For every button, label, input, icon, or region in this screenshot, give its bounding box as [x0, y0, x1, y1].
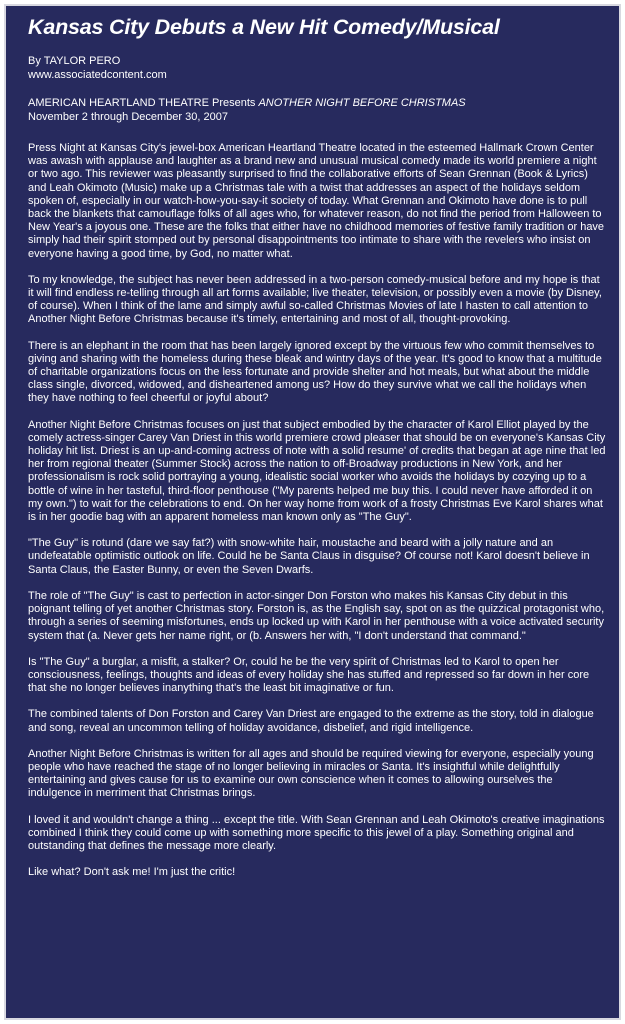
paragraph: To my knowledge, the subject has never been addressed in a two-person comedy-musical before and my hope is that it will find endless re-telling through all art forms available; live theater, television, or possibly even a movie (by Disney, of course). When I think of the lame and simply awful so-called Christmas Movies of late I hasten to call attention to Another Night Before Christmas because it's timely, entertaining and most of all, thought-provoking.: [28, 273, 602, 326]
presenter: AMERICAN HEARTLAND THEATRE Presents: [28, 97, 259, 109]
article-frame: [4, 4, 621, 1020]
paragraph: There is an elephant in the room that has been largely ignored except by the virtuous few who commit themselves to giving and sharing with the homeless during these bleak and wintry days of the year. It's good to know that a multitude of charitable organizations focus on the less fortunate and provide shelter and hot meals, but what about the middle class single, divorced, widowed, and disheartened among us? How do they survive what we call the holidays when they have nothing to feel cheerful or joyful about?: [28, 339, 602, 405]
show-title: ANOTHER NIGHT BEFORE CHRISTMAS: [258, 97, 466, 109]
byline: By TAYLOR PERO: [28, 55, 121, 67]
paragraph: Like what? Don't ask me! I'm just the critic!: [28, 866, 236, 879]
paragraph: Another Night Before Christmas is written for all ages and should be required viewing for everyone, especially young people who have reached the stage of no longer believing in miracles or Santa. It's insightful while delightfully entertaining and gives cause for us to examine our own conscience when it comes to allowing ourselves the indulgence in merriment that Christmas brings.: [28, 747, 594, 800]
show-dates: November 2 through December 30, 2007: [28, 111, 228, 123]
presenter-line: [28, 96, 606, 110]
paragraph: I loved it and wouldn't change a thing ... except the title. With Sean Grennan and Leah Okimoto's creative imaginations combined I think they could come up with something more specific to this jewel of a play. Something original and outstanding that defines the message more clearly.: [28, 813, 605, 852]
paragraph: "The Guy" is rotund (dare we say fat?) with snow-white hair, moustache and beard with a jolly nature and an undefeatable optimistic outlook on life. Could he be Santa Claus in disguise? Of course not! Karol doesn't believe in Santa Claus, the Easter Bunny, or even the Seven Dwarfs.: [28, 537, 590, 576]
paragraph: The combined talents of Don Forston and Carey Van Driest are engaged to the extreme as the story, told in dialogue and song, reveal an uncommon telling of holiday avoidance, disbelief, and rigid intelligence.: [28, 708, 594, 734]
paragraph: Another Night Before Christmas focuses on just that subject embodied by the character of Karol Elliot played by the comely actress-singer Carey Van Driest in this world premiere crowd pleaser that should be on everyone's Kansas City holiday hit list. Driest is an up-and-coming actress of note with a solid resume' of credits that began at age nine that led her from regional theater (Summer Stock) across the nation to off-Broadway productions in New York, and her professionalism is rock solid portraying a young, idealistic social worker who avoids the holidays by cozying up to a bottle of wine in her tasteful, third-floor penthouse ("My parents helped me buy this. I could never have afforded it on my own.") to wait for the celebrations to end. On her way home from work of a frosty Christmas Eve Karol shares what is in her goodie bag with an apparent homeless man known only as "The Guy".: [28, 418, 606, 524]
article-title: Kansas City Debuts a New Hit Comedy/Musical: [28, 15, 500, 39]
article-body: [28, 142, 606, 879]
paragraph: The role of "The Guy" is cast to perfection in actor-singer Don Forston who makes his Kansas City debut in this poignant telling of yet another Christmas story. Forston is, as the English say, spot on as the quizzical protagonist who, through a series of seeming misfortunes, ends up locked up with Karol in her penthouse with a voice activated security system that (a. Never gets her name right, or (b. Answers her with, "I don't understand that command.": [28, 589, 605, 642]
paragraph: Is "The Guy" a burglar, a misfit, a stalker? Or, could he be the very spirit of Christmas led to Karol to open her consciousness, feelings, thoughts and ideas of every holiday she has stuffed and repressed so far down in her core that she no longer believes inanything that's the least bit imaginative or fun.: [28, 655, 590, 695]
website-link[interactable]: www.associatedcontent.com: [28, 69, 167, 81]
article-content: [28, 12, 606, 892]
paragraph: Press Night at Kansas City's jewel-box American Heartland Theatre located in the esteemed Hallmark Crown Center was awash with applause and laughter as a brand new and unusual musical comedy made its world premiere a night or two ago. This reviewer was pleasantly surprised to find the collaborative efforts of Sean Grennan (Book & Lyrics) and Leah Okimoto (Music) make up a Christmas tale with a twist that addresses an aspect of the holidays seldom spoken of, especially in our watch-how-you-say-it society of today. What Grennan and Okimoto have done is to pull back the blankets that camouflage folks of all ages who, for whatever reason, do not find the period from Halloween to New Year's a joyous one. These are the folks that either have no childhood memories of festive family tradition or have simply had their spirit stomped out by personal disappointments too intimate to share with the revelers who insist on everyone having a good time, by God, no matter what.: [28, 142, 605, 260]
